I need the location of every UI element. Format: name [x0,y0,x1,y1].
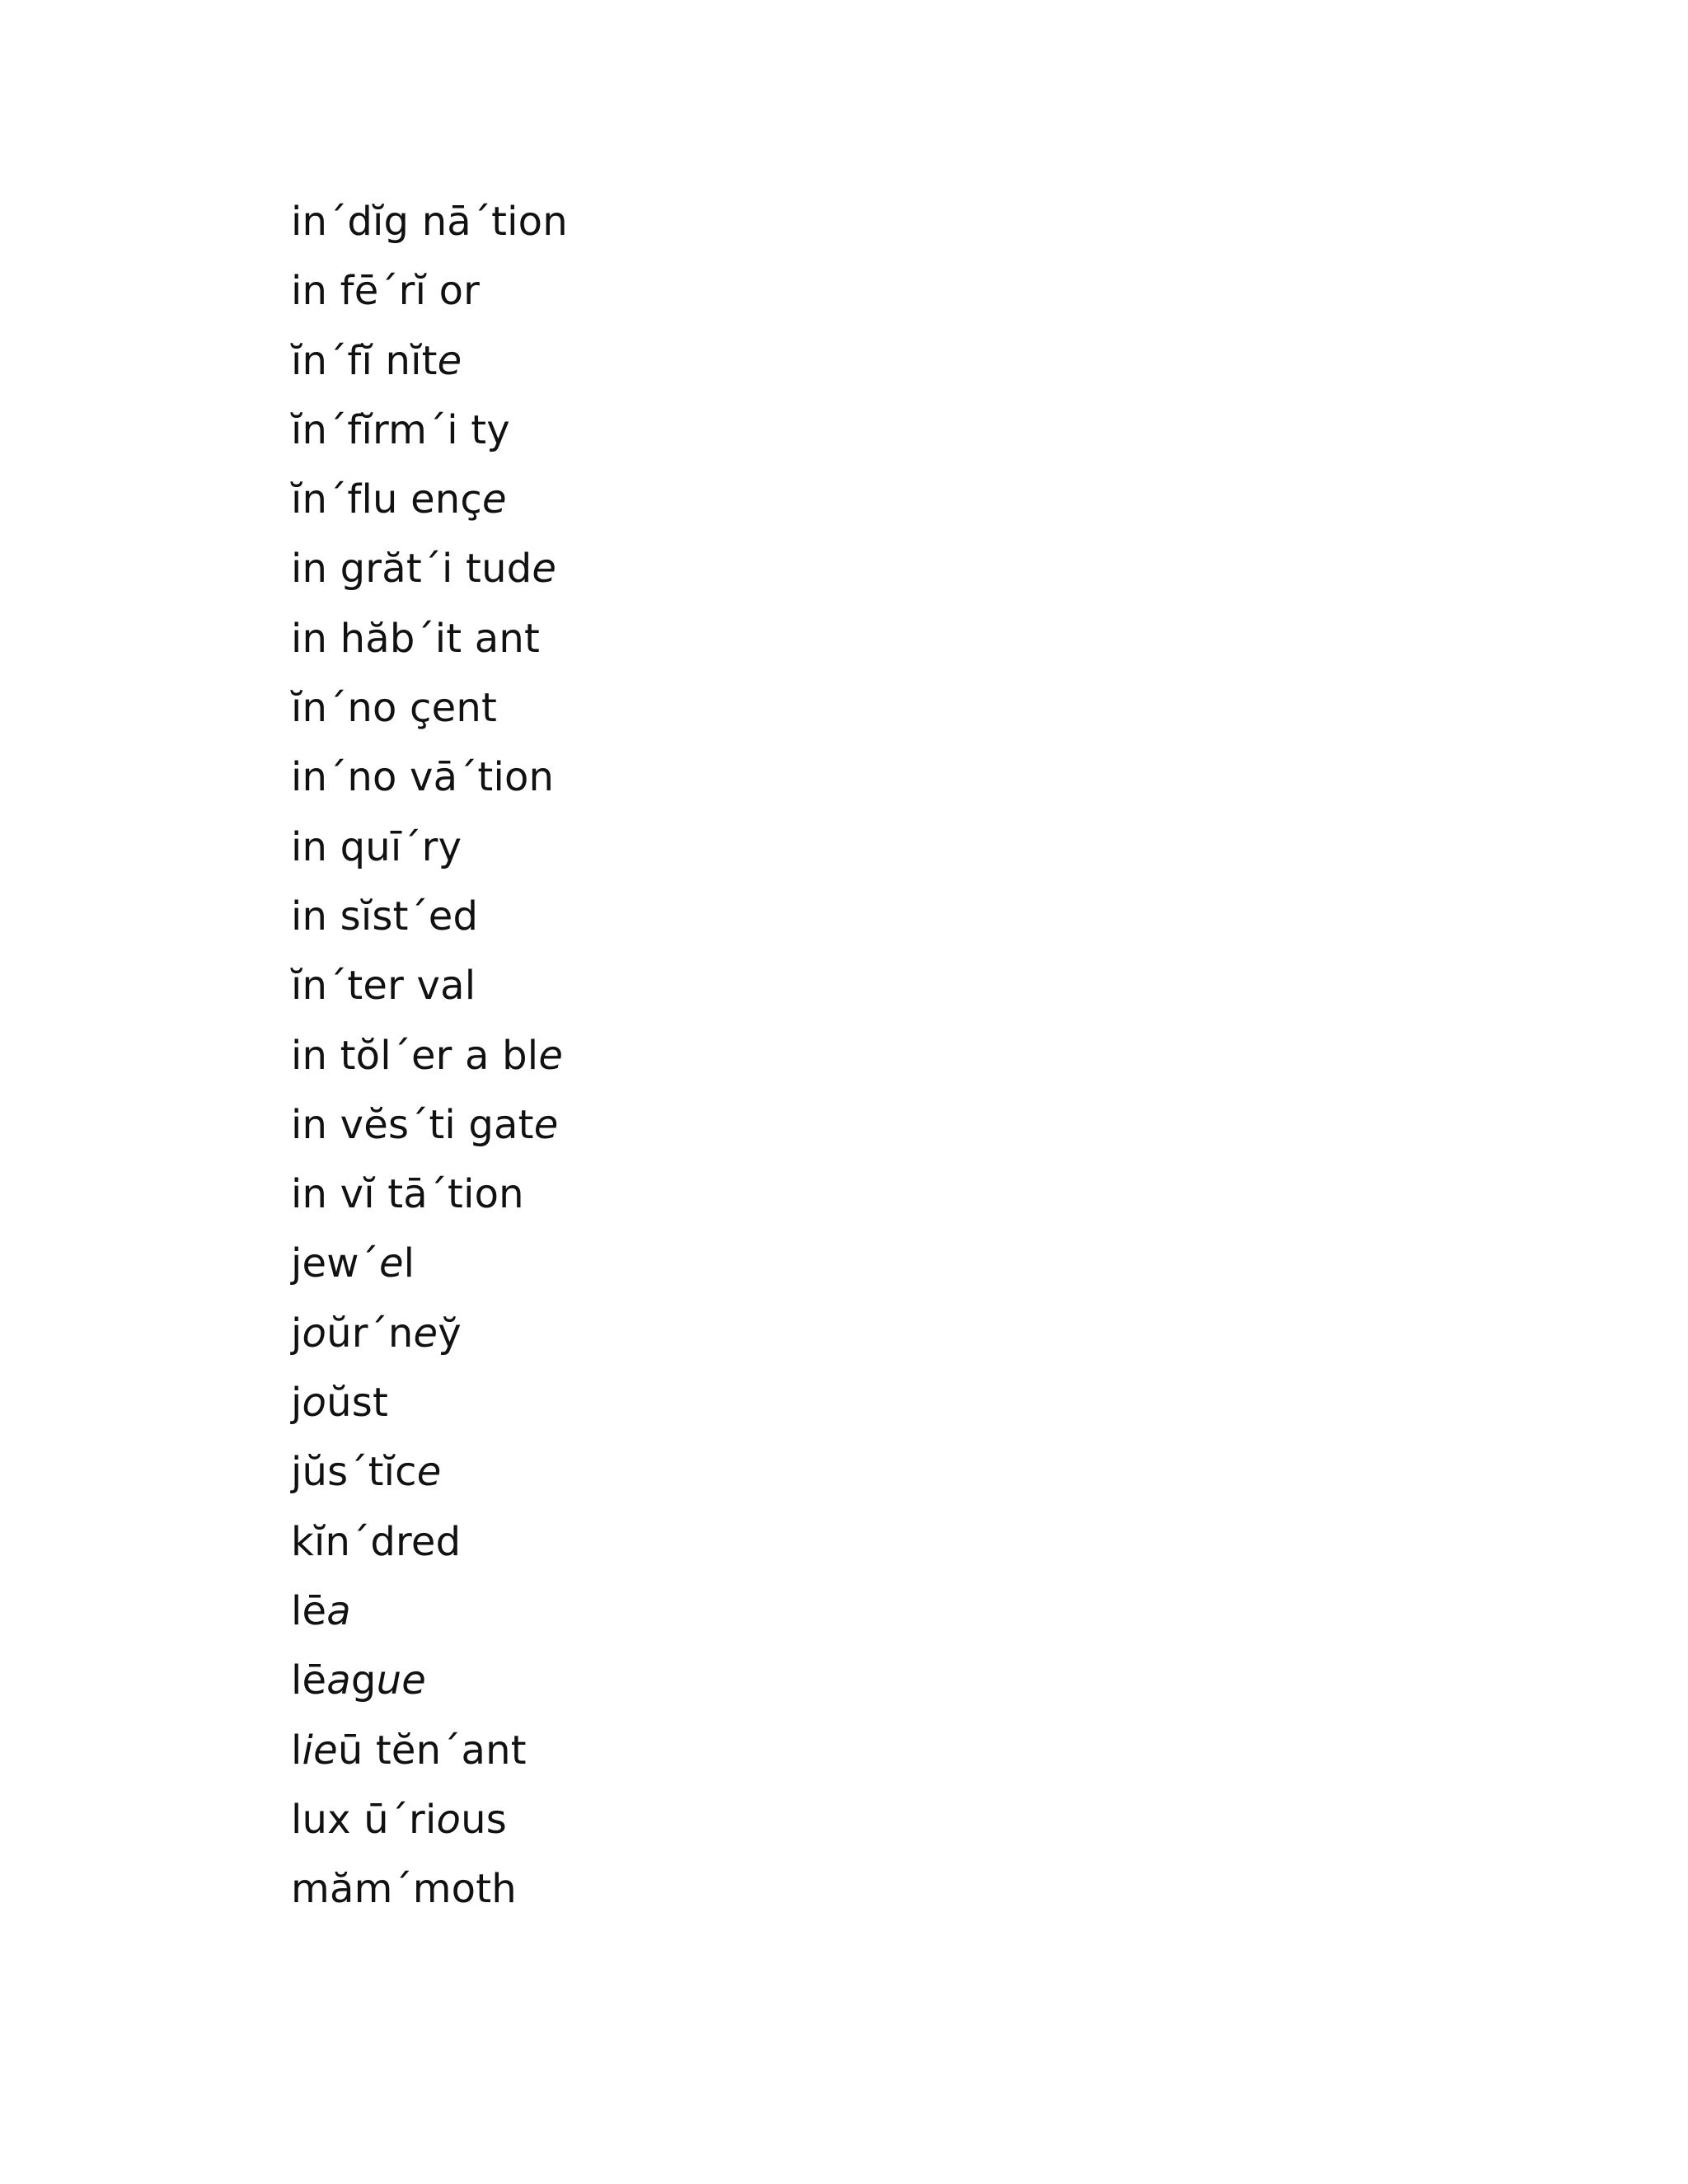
pronunciation-entry [291,1236,568,1305]
silent-letter: ie [302,1727,338,1774]
word-segment: măm´moth [291,1866,517,1913]
word-list [291,194,568,1931]
word-segment: in vĕs´ti gat [291,1101,534,1148]
pronunciation-entry [291,1306,568,1376]
silent-letter: ue [376,1657,426,1704]
word-segment: j [291,1310,302,1357]
word-segment: in grăt´i tud [291,546,532,593]
word-segment: in hăb´it ant [291,615,540,662]
word-segment: g [350,1657,377,1704]
word-segment: lē [291,1587,327,1634]
word-segment: in quī´ry [291,823,462,870]
pronunciation-entry [291,403,568,472]
pronunciation-entry [291,1793,568,1862]
silent-letter: e [378,1240,404,1287]
word-segment: in vĭ tā´tion [291,1171,524,1218]
silent-letter: e [482,476,507,523]
pronunciation-entry [291,681,568,750]
silent-letter: o [302,1380,327,1427]
word-segment: ū tĕn´ant [337,1727,527,1774]
word-segment: us [461,1796,507,1843]
pronunciation-entry [291,264,568,333]
silent-letter: e [533,1101,559,1148]
pronunciation-entry [291,958,568,1028]
word-segment: ŭst [326,1380,388,1427]
word-segment: in tŏl´er a bl [291,1032,539,1079]
word-segment: in´dĭg nā´tion [291,199,568,245]
pronunciation-entry [291,1098,568,1167]
pronunciation-entry [291,1445,568,1514]
word-segment: lē [291,1657,327,1704]
word-segment: kĭn´dred [291,1518,462,1565]
pronunciation-entry [291,1515,568,1584]
word-segment: ĭn´flu enç [291,476,483,523]
word-segment: in fē´rĭ or [291,268,481,315]
word-segment: ĭn´no çent [291,685,497,732]
pronunciation-entry [291,1862,568,1931]
silent-letter: a [326,1587,351,1634]
pronunciation-entry [291,889,568,958]
silent-letter: e [538,1032,564,1079]
word-segment: ў [438,1310,462,1357]
word-segment: lux ū´ri [291,1796,437,1843]
word-segment: ĭn´fĭrm´i ty [291,406,510,453]
pronunciation-entry [291,194,568,264]
word-segment: in sĭst´ed [291,893,479,940]
pronunciation-entry [291,612,568,681]
word-segment: ĭn´ter val [291,963,476,1010]
pronunciation-entry [291,750,568,819]
word-segment: ĭn´fĭ nĭt [291,337,438,384]
silent-letter: e [532,546,557,593]
silent-letter: e [416,1449,442,1496]
word-segment: ŭr´n [326,1310,414,1357]
word-segment: jew´ [291,1240,379,1287]
word-segment: jŭs´tĭc [291,1449,417,1496]
pronunciation-entry [291,1029,568,1098]
word-segment: j [291,1380,302,1427]
pronunciation-entry [291,541,568,611]
word-segment: in´no vā´tion [291,754,555,801]
silent-letter: o [302,1310,327,1357]
pronunciation-entry [291,472,568,541]
pronunciation-entry [291,1584,568,1653]
silent-letter: e [437,337,462,384]
pronunciation-entry [291,1167,568,1236]
silent-letter: e [413,1310,438,1357]
silent-letter: a [326,1657,351,1704]
pronunciation-entry [291,1653,568,1722]
pronunciation-entry [291,820,568,889]
pronunciation-entry [291,334,568,403]
pronunciation-entry [291,1376,568,1445]
silent-letter: o [436,1796,462,1843]
word-segment: l [403,1240,415,1287]
pronunciation-entry [291,1723,568,1793]
word-segment: l [291,1727,302,1774]
